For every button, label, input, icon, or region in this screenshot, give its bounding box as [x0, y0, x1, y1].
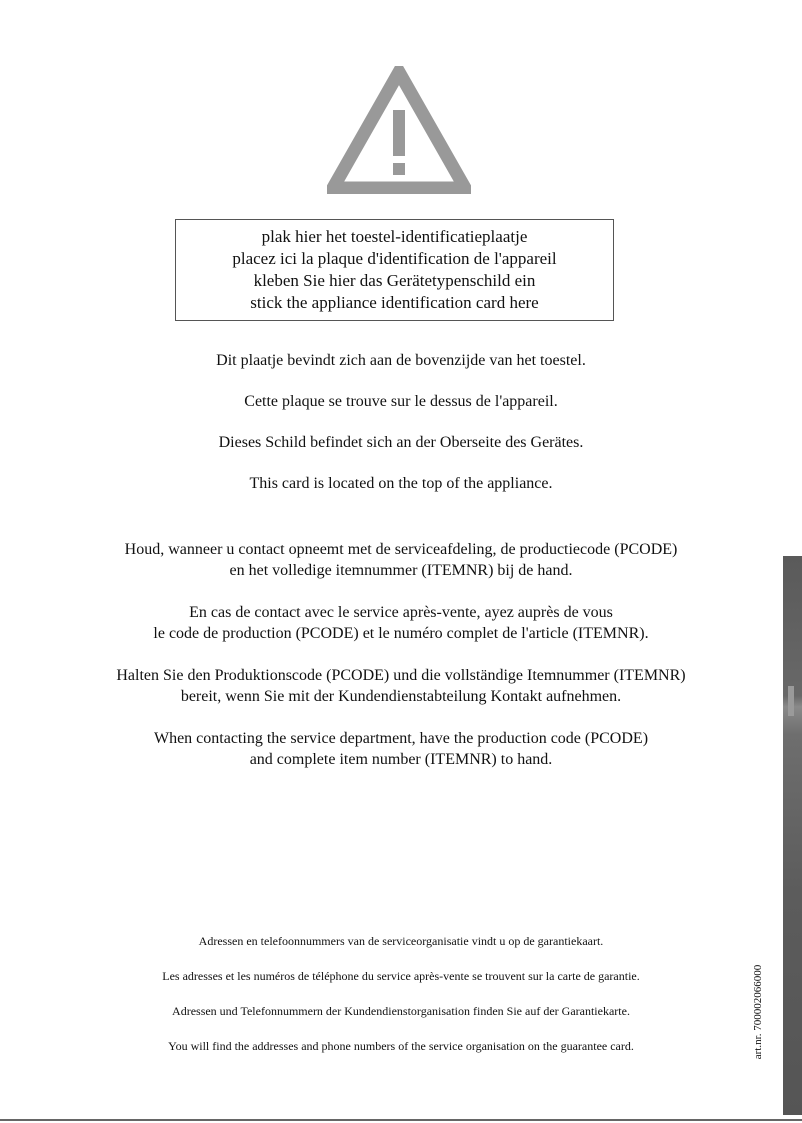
- location-note-de: Dieses Schild befindet sich an der Oberseite des Gerätes.: [218, 434, 584, 451]
- id-box-line-en: stick the appliance identification card here: [250, 293, 539, 312]
- address-notes: [0, 930, 802, 1070]
- contact-note-nl-line1: Houd, wanneer u contact opneemt met de serviceafdeling, de productiecode (PCODE): [124, 541, 678, 558]
- address-note-fr: Les adresses et les numéros de téléphone du service après-vente se trouvent sur la carte de garantie.: [162, 969, 640, 983]
- contact-note-de-line1: Halten Sie den Produktionscode (PCODE) und die vollständige Itemnummer (ITEMNR): [116, 667, 686, 684]
- bottom-divider: [0, 1119, 802, 1121]
- side-edge-bar: [783, 556, 802, 1115]
- location-note-fr: Cette plaque se trouve sur le dessus de l'appareil.: [244, 393, 558, 410]
- contact-note-nl: [0, 539, 802, 581]
- id-box-line-nl: plak hier het toestel-identificatieplaatje: [261, 227, 528, 246]
- id-plate-box: [175, 219, 614, 321]
- contact-note-de-line2: bereit, wenn Sie mit der Kundendienstabteilung Kontakt aufnehmen.: [180, 688, 622, 705]
- address-note-en: You will find the addresses and phone numbers of the service organisation on the guarantee card.: [168, 1039, 634, 1053]
- side-edge-notch: [788, 686, 794, 716]
- contact-note-fr-line2: le code de production (PCODE) et le numéro complet de l'article (ITEMNR).: [153, 625, 649, 642]
- address-note-nl: Adressen en telefoonnummers van de serviceorganisatie vindt u op de garantiekaart.: [198, 934, 604, 948]
- article-number: art.nr. 700002066000: [752, 964, 764, 1060]
- location-note-en: This card is located on the top of the appliance.: [249, 475, 553, 492]
- id-box-line-de: kleben Sie hier das Gerätetypenschild ein: [253, 271, 536, 290]
- location-notes: [0, 349, 802, 513]
- contact-note-fr: [0, 602, 802, 644]
- contact-note-nl-line2: en het volledige itemnummer (ITEMNR) bij de hand.: [229, 562, 573, 579]
- id-box-line-fr: placez ici la plaque d'identification de l'appareil: [232, 249, 557, 268]
- address-note-de: Adressen und Telefonnummern der Kundendienstorganisation finden Sie auf der Garantiekarte.: [172, 1004, 630, 1018]
- contact-note-en-line2: and complete item number (ITEMNR) to hand.: [249, 751, 553, 768]
- contact-note-en-line1: When contacting the service department, have the production code (PCODE): [153, 730, 649, 747]
- warning-triangle-icon: [327, 66, 471, 194]
- contact-note-de: [0, 665, 802, 707]
- contact-notes: [0, 539, 802, 791]
- contact-note-en: [0, 728, 802, 770]
- contact-note-fr-line1: En cas de contact avec le service après-vente, ayez auprès de vous: [189, 604, 613, 621]
- location-note-nl: Dit plaatje bevindt zich aan de bovenzijde van het toestel.: [216, 352, 586, 369]
